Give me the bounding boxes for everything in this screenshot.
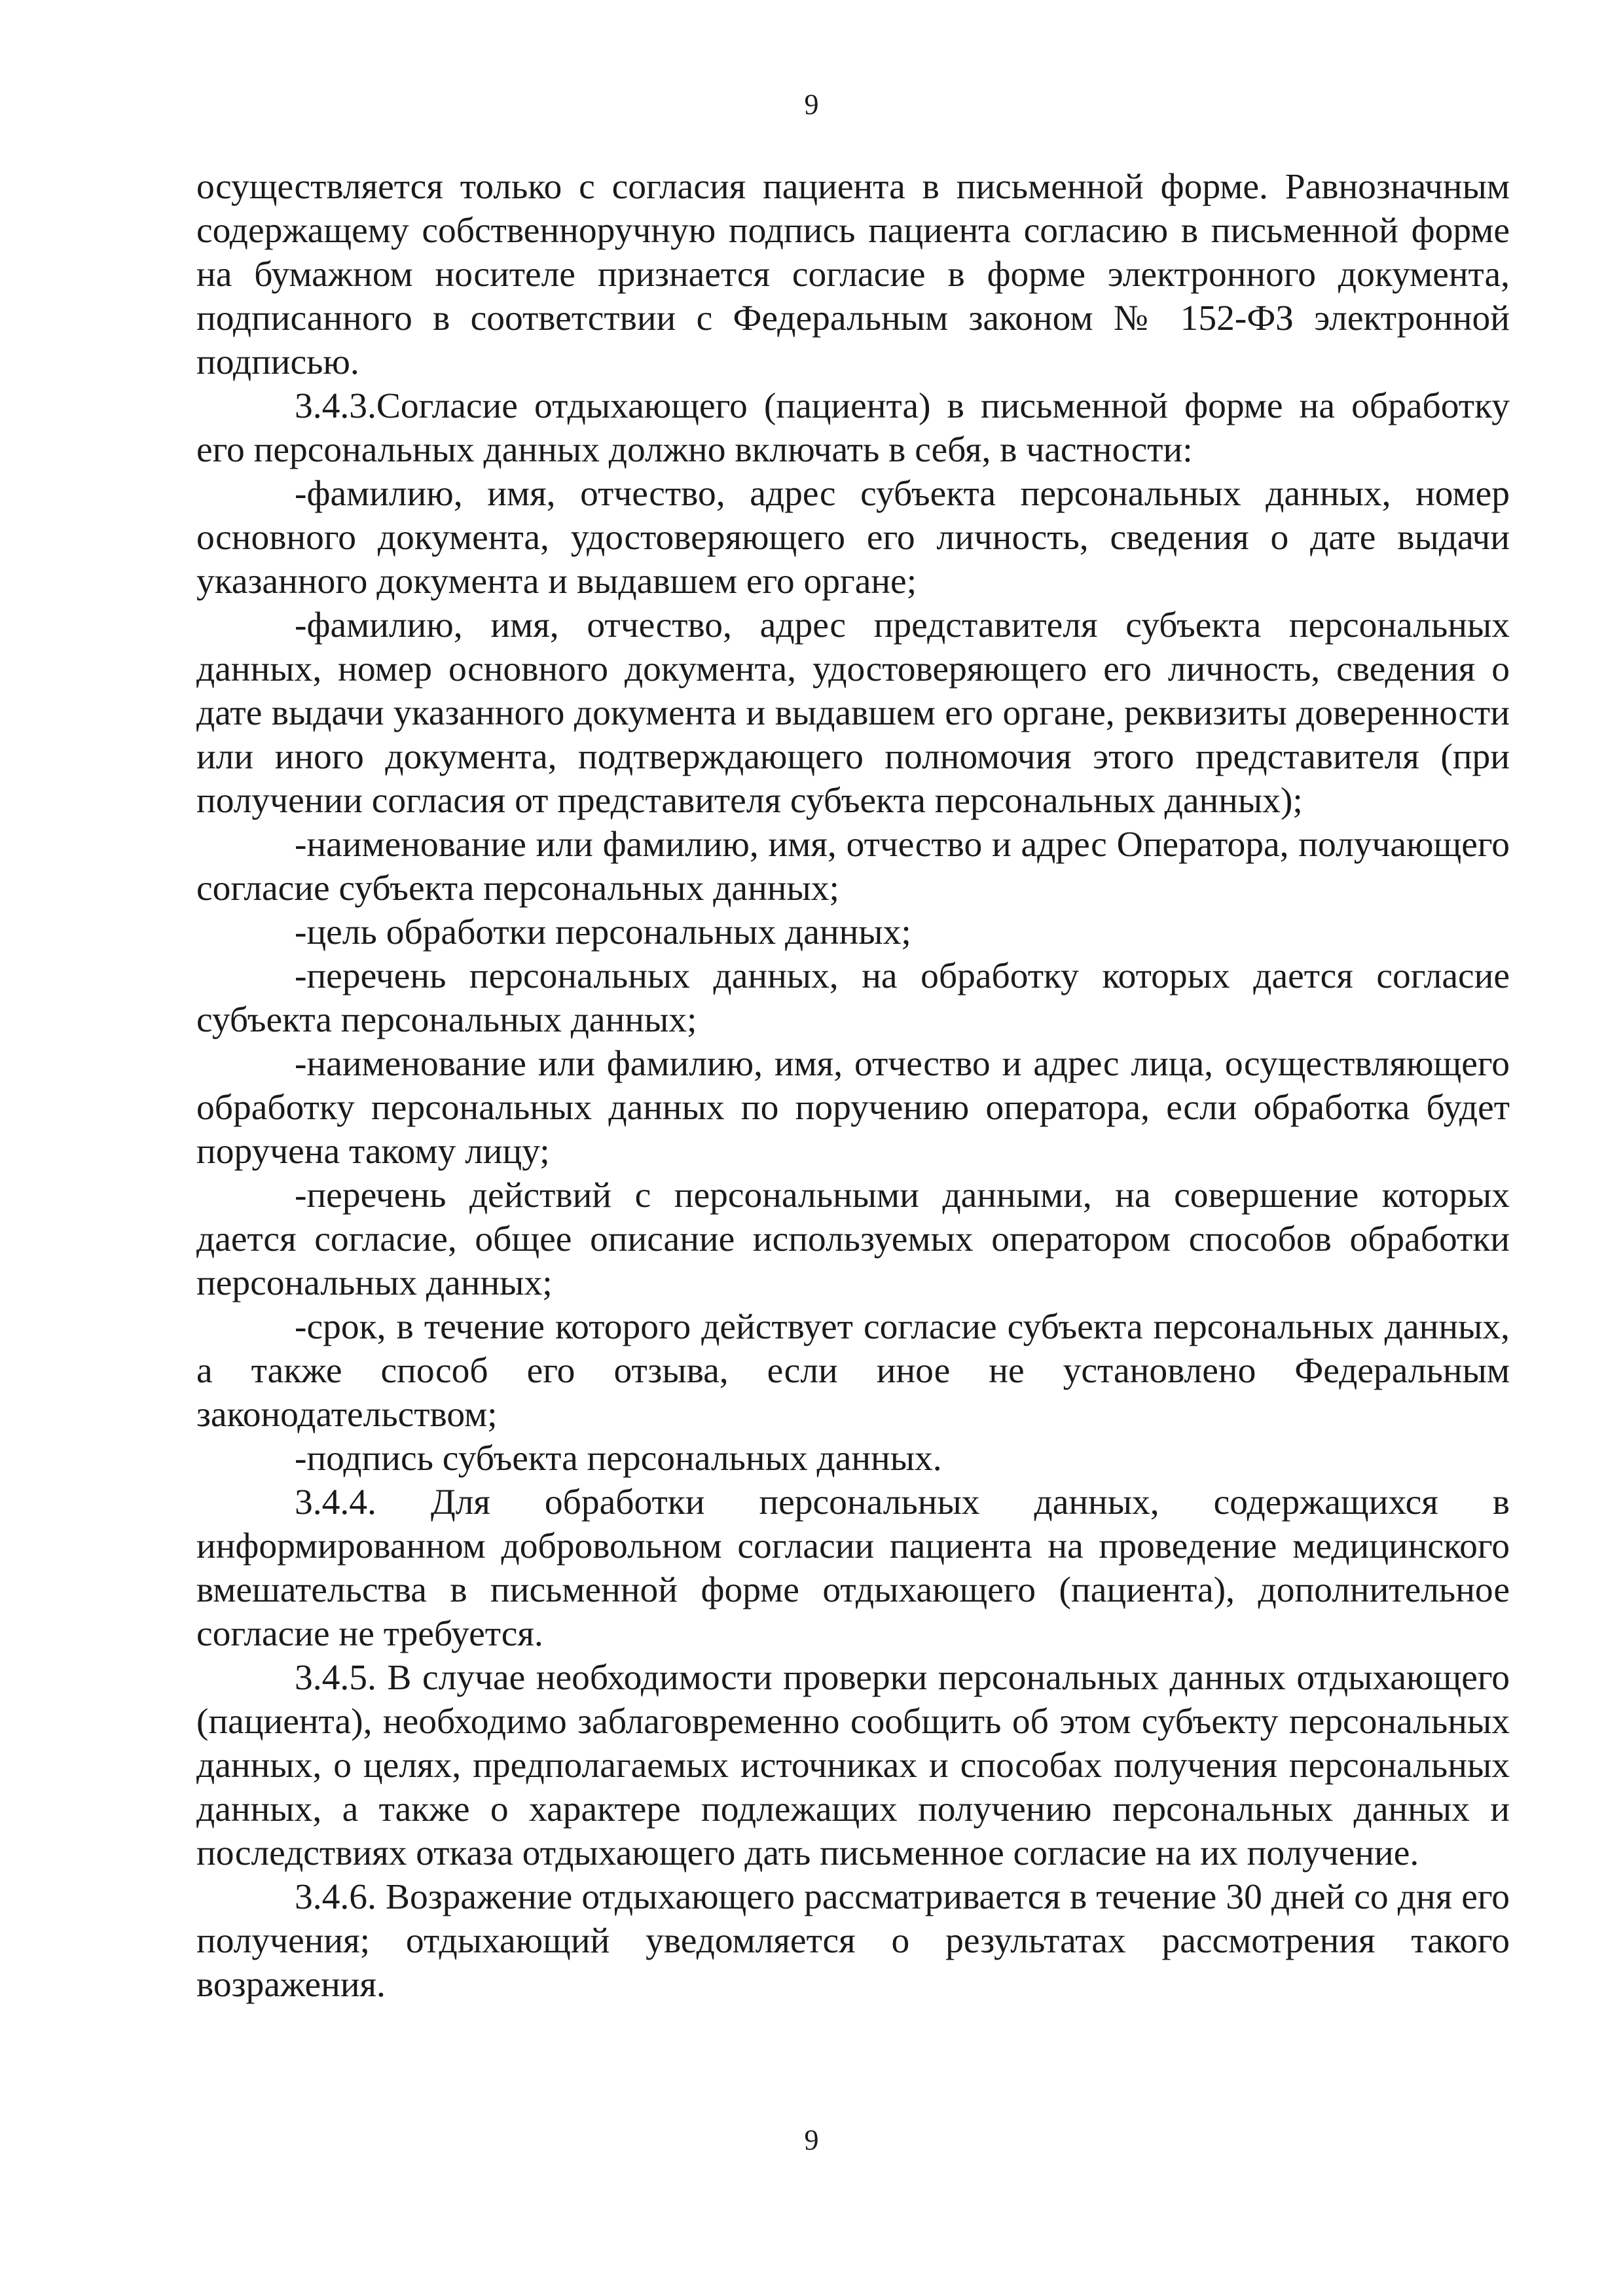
list-item-actions-list: -перечень действий с персональными данными, на совершение которых дается согласие, общее описание используемых оператором способов обработки персональных данных; <box>196 1175 1510 1303</box>
document-body <box>196 165 1510 2007</box>
list-item-purpose: -цель обработки персональных данных; <box>295 912 911 952</box>
page-number-top: 9 <box>804 88 819 120</box>
list-item-operator-details: -наименование или фамилию, имя, отчество и адрес Оператора, получающего согласие субъекта персональных данных; <box>196 825 1510 908</box>
list-item-signature: -подпись субъекта персональных данных. <box>295 1439 942 1479</box>
paragraph-3-4-5: 3.4.5. В случае необходимости проверки персональных данных отдыхающего (пациента), необходимо заблаговременно сообщить об этом субъекту персональных данных, о целях, предполагаемых источниках и способах получения персональных данных, а также о характере подлежащих получению персональных данных и последствиях отказа отдыхающего дать письменное согласие на их получение. <box>196 1658 1510 1873</box>
paragraph-3-4-6: 3.4.6. Возражение отдыхающего рассматривается в течение 30 дней со дня его получения; отдыхающий уведомляется о результатах рассмотрения такого возражения. <box>196 1877 1510 2005</box>
list-item-data-list: -перечень персональных данных, на обработку которых дается согласие субъекта персональных данных; <box>196 956 1510 1040</box>
list-item-representative-details: -фамилию, имя, отчество, адрес представителя субъекта персональных данных, номер основного документа, удостоверяющего его личность, сведения о дате выдачи указанного документа и выдавшем его органе, реквизиты доверенности или иного документа, подтверждающего полномочия этого представителя (при получении согласия от представителя субъекта персональных данных); <box>196 605 1510 821</box>
paragraph-3-4-4: 3.4.4. Для обработки персональных данных, содержащихся в информированном добровольном согласии пациента на проведение медицинского вмешательства в письменной форме отдыхающего (пациента), дополнительное согласие не требуется. <box>196 1482 1510 1654</box>
paragraph-3-4-3: 3.4.3.Согласие отдыхающего (пациента) в письменной форме на обработку его персональных данных должно включать в себя, в частности: <box>196 386 1510 470</box>
page-number-bottom: 9 <box>804 2124 819 2156</box>
list-item-validity-term: -срок, в течение которого действует согласие субъекта персональных данных, а также способ его отзыва, если иное не установлено Федеральным законодательством; <box>196 1307 1510 1435</box>
list-item-subject-details: -фамилию, имя, отчество, адрес субъекта персональных данных, номер основного документа, удостоверяющего его личность, сведения о дате выдачи указанного документа и выдавшем его органе; <box>196 474 1510 601</box>
list-item-processor-details: -наименование или фамилию, имя, отчество и адрес лица, осуществляющего обработку персональных данных по поручению оператора, если обработка будет поручена такому лицу; <box>196 1044 1510 1172</box>
paragraph-continuation: осуществляется только с согласия пациента в письменной форме. Равнозначным содержащему собственноручную подпись пациента согласию в письменной форме на бумажном носителе признается согласие в форме электронного документа, подписанного в соответствии с Федеральным законом № 152-ФЗ электронной подписью. <box>196 167 1510 382</box>
